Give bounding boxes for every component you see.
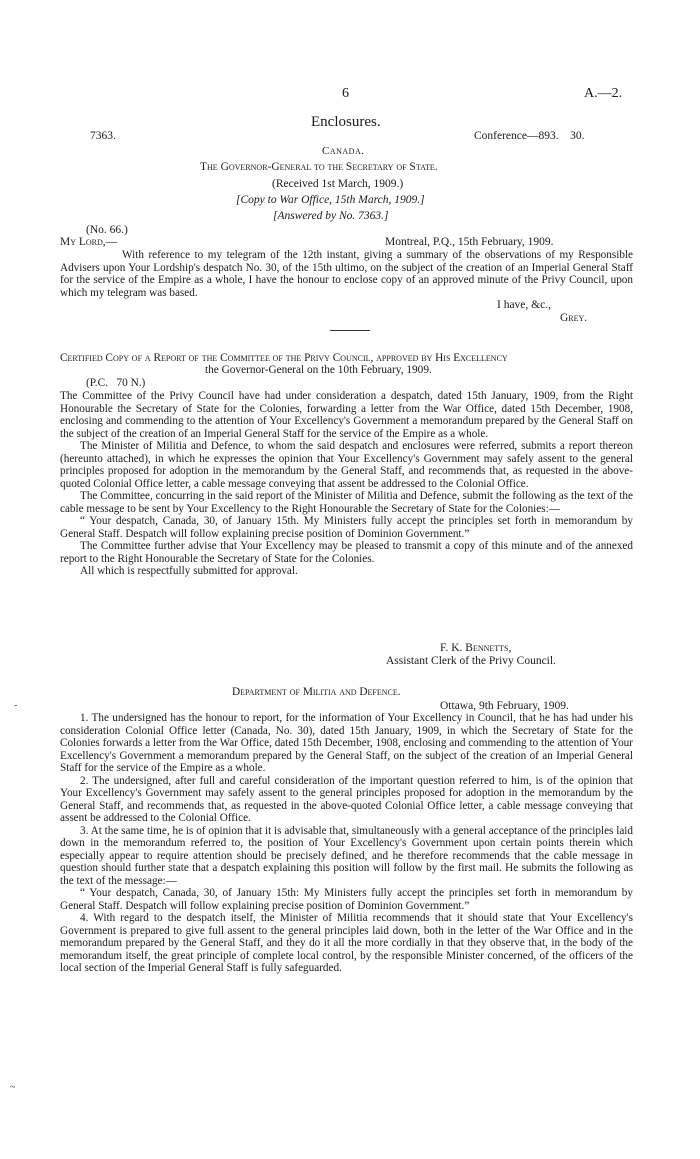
report-quoted-message: “ Your despatch, Canada, 30, of January 15th. My Ministers fully accept the principles set forth in memorandum by General Staff. Despatch will follow explaining precise position of Dominion Government.” bbox=[60, 515, 633, 540]
department-paragraph: 1. The undersigned has the honour to report, for the information of Your Excellency in Council, that he has had under his consideration Colonial Office letter (Canada, No. 30), dated 15th January, 1909, in which the Secretary of State for the Colonies forwards a letter from the War Office, dated 15th December, 1908, enclosing and commending to the attention of Your Excellency's Government a memorandum prepared by the General Staff, on the subject of the creation of an Imperial General Staff for the service of the Empire as a whole. bbox=[60, 712, 633, 774]
department-paragraph: 4. With regard to the despatch itself, the Minister of Militia recommends that it should state that Your Excellency's Government is prepared to give full assent to the general principles laid down, both in the letter of the War Office and in the memorandum prepared by the General Staff, and they do it all the more cordially in that they observe that, in the body of the memorandum itself, the great principle of complete local control, by the responsible Minister concerned, of the officers of the local section of the Imperial General Staff is fully safeguarded. bbox=[60, 912, 633, 974]
letter-paragraph: With reference to my telegram of the 12th instant, giving a summary of the observations of my Responsible Advisers upon Your Lordship's despatch No. 30, of the 15th ultimo, on the subject of the creation of an Imperial General Staff for the service of the Empire as a whole, I have the honour to enclose copy of an approved minute of the Privy Council, upon which my telegram was based. bbox=[60, 249, 633, 299]
department-place-date: Ottawa, 9th February, 1909. bbox=[440, 700, 569, 712]
answered-line: [Answered by No. 7363.] bbox=[273, 210, 389, 222]
margin-mark: - bbox=[14, 700, 18, 711]
department-heading: Department of Militia and Defence. bbox=[232, 686, 401, 698]
received-line: (Received 1st March, 1909.) bbox=[272, 178, 404, 190]
report-paragraph: The Committee further advise that Your Excellency may be pleased to transmit a copy of this minute and of the annexed report to the Right Honourable the Secretary of State for the Colonies. bbox=[60, 540, 633, 565]
report-heading-line1: Certified Copy of a Report of the Committee of the Privy Council, approved by His Excellency bbox=[60, 352, 508, 364]
report-signer-title: Assistant Clerk of the Privy Council. bbox=[386, 655, 556, 667]
margin-mark: ~ bbox=[10, 1082, 16, 1093]
report-paragraph: All which is respectfully submitted for approval. bbox=[80, 565, 298, 577]
report-body bbox=[60, 390, 633, 578]
report-paragraph: The Minister of Militia and Defence, to whom the said despatch and enclosures were referred, submits a report thereon (hereunto attached), in which he expresses the opinion that Your Excellency's Government may safely assent to the general principles proposed for adoption in the memorandum by the General Staff, and recommends that, as requested in the above-quoted Colonial Office letter, a cable message conveying that assent be addressed to the Colonial Office. bbox=[60, 440, 633, 490]
page-number: 6 bbox=[342, 86, 349, 101]
copy-to-line: [Copy to War Office, 15th March, 1909.] bbox=[236, 194, 425, 206]
enclosures-title: Enclosures. bbox=[311, 114, 381, 130]
salutation: My Lord,— bbox=[60, 236, 118, 248]
department-paragraph: 3. At the same time, he is of opinion that it is advisable that, simultaneously with a general acceptance of the principles laid down in the memorandum referred to, the position of Your Excellency's Government upon certain points therein which especially appear to require attention should be precisely defined, and he therefore recommends that the cable message in question should further state that a despatch explaining this position will follow by the first mail. He submits the following as the text of the message:— bbox=[60, 824, 633, 887]
letter-body bbox=[60, 249, 633, 299]
letter-place-date: Montreal, P.Q., 15th February, 1909. bbox=[385, 236, 554, 248]
report-paragraph: The Committee of the Privy Council have had under consideration a despatch, dated 15th January, 1909, from the Right Honourable the Secretary of State for the Colonies, forwarding a letter from the War Office, dated 15th December, 1908, enclosing and commending to the attention of Your Excellency's Government a memorandum prepared by the General Staff on the subject of the creation of an Imperial General Staff for the service of the Empire as a whole. bbox=[60, 390, 633, 440]
from-to-line: The Governor-General to the Secretary of State. bbox=[200, 161, 438, 173]
country-heading: Canada. bbox=[322, 145, 365, 157]
section-divider bbox=[330, 330, 370, 331]
report-heading-line2: the Governor-General on the 10th February, 1909. bbox=[205, 364, 432, 376]
enclosure-number: 7363. bbox=[90, 130, 116, 142]
letter-closing: I have, &c., bbox=[497, 299, 551, 311]
department-quoted-message: “ Your despatch, Canada, 30, of January 15th: My Ministers fully accept the principles set forth in memorandum by General Staff. Despatch will follow explaining precise position of Dominion Government.” bbox=[60, 887, 633, 912]
letter-signature: Grey. bbox=[560, 312, 588, 324]
report-paragraph: The Committee, concurring in the said report of the Minister of Militia and Defence, submit the following as the text of the cable message to be sent by Your Excellency to the Right Honourable the Secretary of State for the Colonies:— bbox=[60, 490, 633, 515]
report-reference: (P.C. 70 N.) bbox=[86, 377, 146, 389]
department-paragraph: 2. The undersigned, after full and careful consideration of the important question referred to him, is of the opinion that Your Excellency's Government may safely assent to the general principles proposed for adoption in the memorandum by the General Staff, and recommends that, as requested in the above-quoted Colonial Office letter, a cable message conveying that assent be addressed to the Colonial Office. bbox=[60, 774, 633, 824]
conference-reference: Conference—893. 30. bbox=[474, 130, 585, 142]
department-body bbox=[60, 712, 633, 975]
document-reference: A.—2. bbox=[584, 86, 623, 101]
letter-number: (No. 66.) bbox=[86, 224, 128, 236]
report-signer-name: F. K. Bennetts, bbox=[440, 642, 512, 654]
